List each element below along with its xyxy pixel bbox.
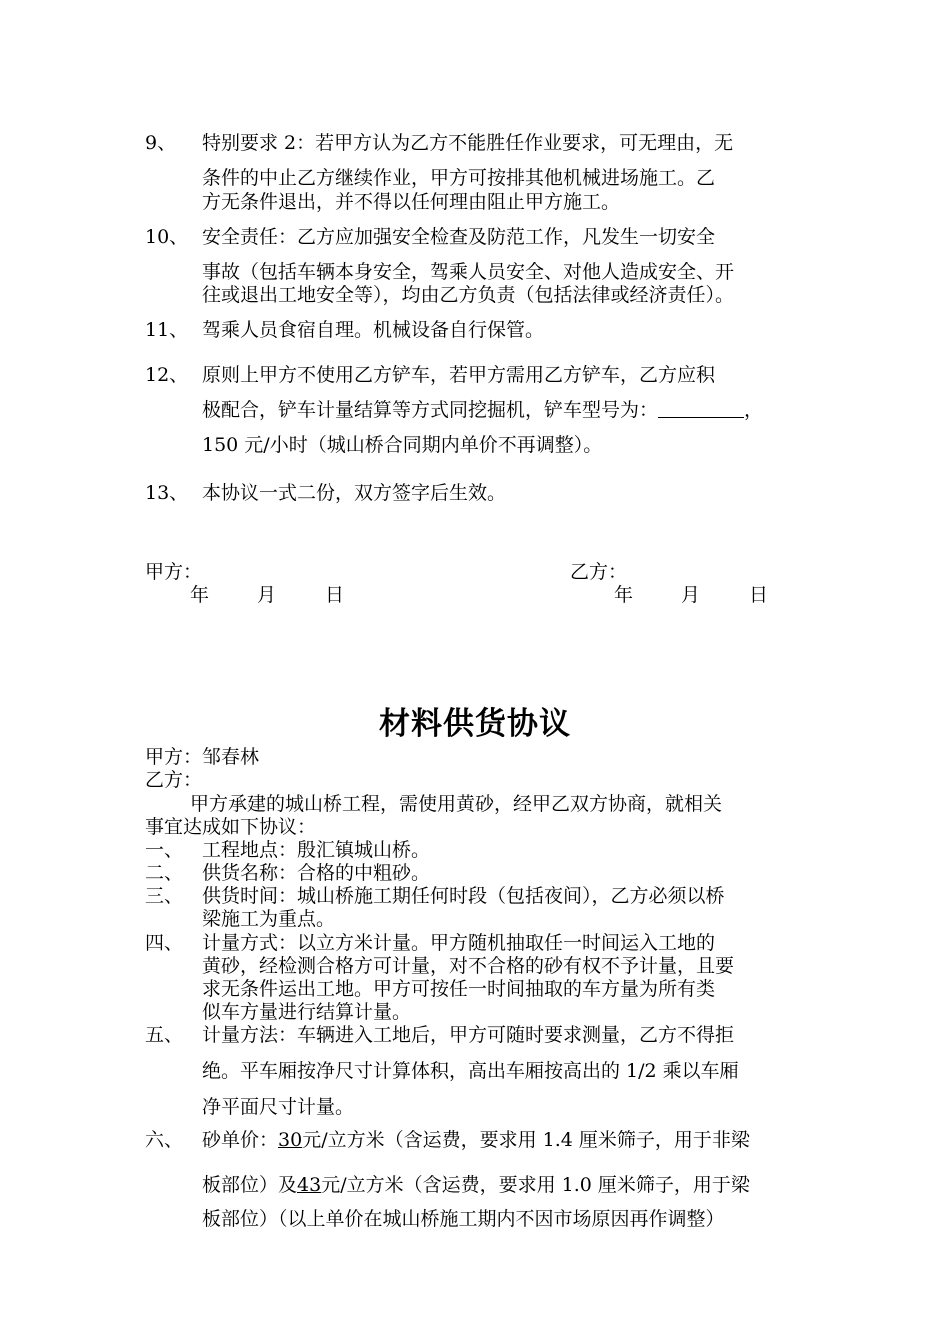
clause-number: 二、 xyxy=(145,862,184,884)
intro-line: 事宜达成如下协议： xyxy=(145,816,317,838)
item-number: 11、 xyxy=(145,319,189,341)
price-value-nonbeam: 30 xyxy=(278,1129,303,1151)
item-text-line: 往或退出工地安全等），均由乙方负责（包括法律或经济责任）。 xyxy=(202,284,735,306)
item-text-line: 原则上甲方不使用乙方铲车，若甲方需用乙方铲车，乙方应积 xyxy=(202,364,716,386)
item-number: 12、 xyxy=(145,364,189,386)
intro-line: 甲方承建的城山桥工程，需使用黄砂，经甲乙双方协商，就相关 xyxy=(190,793,723,815)
party-a-day: 日 xyxy=(325,584,345,606)
clause-number: 四、 xyxy=(145,932,184,954)
clause-number: 六、 xyxy=(145,1129,184,1151)
clause-text-segment: 元/立方米（含运费，要求用 1.4 厘米筛子，用于非梁 xyxy=(302,1129,750,1151)
item-number: 10、 xyxy=(145,226,189,248)
item-text-line: 条件的中止乙方继续作业，甲方可按排其他机械进场施工。乙 xyxy=(202,167,716,189)
party-a-signature-label: 甲方： xyxy=(145,561,203,583)
clause-number: 三、 xyxy=(145,885,184,907)
price-value-beam: 43 xyxy=(297,1174,322,1196)
clause-text-line: 计量方法：车辆进入工地后，甲方可随时要求测量，乙方不得拒 xyxy=(202,1024,735,1046)
clause-text-line: 求无条件运出工地。甲方可按任一时间抽取的车方量为所有类 xyxy=(202,978,716,1000)
clause-number: 一、 xyxy=(145,839,184,861)
clause-text-line: 黄砂，经检测合格方可计量，对不合格的砂有权不予计量，且要 xyxy=(202,955,735,977)
clause-text-line: 绝。平车厢按净尺寸计算体积，高出车厢按高出的 1/2 乘以车厢 xyxy=(202,1060,739,1082)
party-a-line: 甲方：邹春林 xyxy=(145,746,260,768)
item-text-line: 本协议一式二份，双方签字后生效。 xyxy=(202,482,507,504)
party-b-month: 月 xyxy=(681,584,701,606)
clause-text-line: 工程地点：殷汇镇城山桥。 xyxy=(202,839,431,861)
party-a-year: 年 xyxy=(190,584,210,606)
clause-number: 五、 xyxy=(145,1024,184,1046)
item-text-line: 安全责任：乙方应加强安全检查及防范工作，凡发生一切安全 xyxy=(202,226,716,248)
document-title: 材料供货协议 xyxy=(379,706,571,742)
item-text-line: 特别要求 2：若甲方认为乙方不能胜任作业要求，可无理由，无 xyxy=(202,132,734,154)
item-number: 9、 xyxy=(145,132,177,154)
clause-text-line: 板部位）（以上单价在城山桥施工期内不因市场原因再作调整） xyxy=(202,1208,725,1230)
clause-text-segment: 砂单价： xyxy=(202,1129,279,1151)
clause-text-line: 似车方量进行结算计量。 xyxy=(202,1001,412,1023)
party-a-month: 月 xyxy=(257,584,277,606)
party-b-line: 乙方： xyxy=(145,769,203,791)
blank-line xyxy=(658,399,744,418)
item-text-segment: ， xyxy=(744,399,764,421)
item-text-line: 事故（包括车辆本身安全，驾乘人员安全、对他人造成安全、开 xyxy=(202,261,735,283)
clause-text-line xyxy=(202,1125,750,1152)
clause-text-line: 供货时间：城山桥施工期任何时段（包括夜间），乙方必须以桥 xyxy=(202,885,725,907)
item-text-line xyxy=(202,395,763,422)
clause-text-line: 净平面尺寸计量。 xyxy=(202,1096,355,1118)
item-text-line: 驾乘人员食宿自理。机械设备自行保管。 xyxy=(202,319,545,341)
clause-text-line: 供货名称：合格的中粗砂。 xyxy=(202,862,431,884)
clause-text-line: 计量方式：以立方米计量。甲方随机抽取任一时间运入工地的 xyxy=(202,932,716,954)
party-b-day: 日 xyxy=(749,584,769,606)
party-b-year: 年 xyxy=(614,584,634,606)
clause-text-segment: 板部位）及 xyxy=(202,1174,298,1196)
clause-text-line: 梁施工为重点。 xyxy=(202,908,336,930)
clause-text-segment: 元/立方米（含运费，要求用 1.0 厘米筛子，用于梁 xyxy=(321,1174,750,1196)
item-text-line: 150 元/小时（城山桥合同期内单价不再调整）。 xyxy=(202,434,603,456)
party-b-signature-label: 乙方： xyxy=(570,561,628,583)
item-text-segment: 极配合，铲车计量结算等方式同挖掘机，铲车型号为： xyxy=(202,399,659,421)
item-text-line: 方无条件退出，并不得以任何理由阻止甲方施工。 xyxy=(202,191,621,213)
item-number: 13、 xyxy=(145,482,189,504)
clause-text-line xyxy=(202,1170,750,1197)
